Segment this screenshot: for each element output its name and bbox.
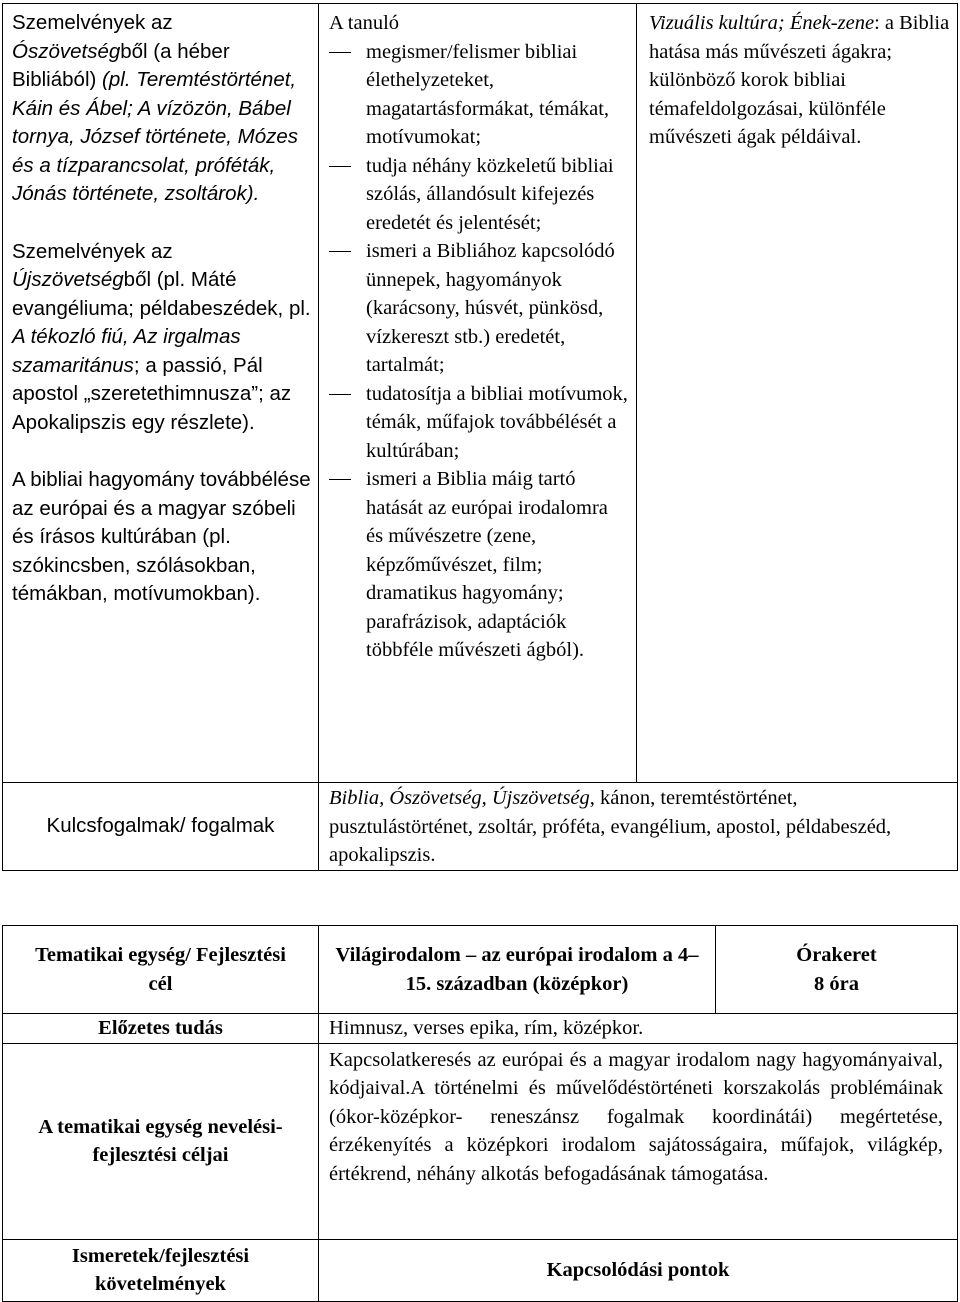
prior-knowledge-value: Himnusz, verses epika, rím, középkor. (329, 1017, 644, 1039)
unit-title-cell (319, 926, 716, 1014)
unit-title-row (3, 926, 958, 1014)
unit-title: Világirodalom – az európai irodalom a 4–15. században (középkor) (335, 944, 699, 995)
curriculum-table-unit (2, 925, 958, 1302)
connections-cell (637, 4, 958, 783)
connection-points-label: Kapcsolódási pontok (546, 1258, 730, 1281)
prior-knowledge-value-cell (319, 1014, 958, 1044)
content-row (3, 4, 958, 783)
prior-knowledge-label-cell (3, 1014, 319, 1044)
goals-label-cell (3, 1043, 319, 1239)
keywords-italic: Biblia, Ószövetség, Újszövetség (329, 787, 590, 809)
connections-subjects: Vizuális kultúra; Ének-zene (649, 12, 875, 34)
unit-label-cell (3, 926, 319, 1014)
p2-line1: Szemelvények az (12, 239, 173, 263)
p2-examples: A tékozló fiú, Az irgalmas szamaritánus (12, 325, 241, 377)
prior-knowledge-row (3, 1014, 958, 1044)
paragraph-new-testament (12, 238, 312, 438)
list-item: megismer/felismer bibliai élethelyzeteket, magatartásformákat, témákat, motívumokat; (329, 38, 630, 152)
p2-after-title: ből (pl. Máté evangéliuma; példabeszédek, pl. (12, 268, 311, 320)
requirements-header-row (3, 1239, 958, 1301)
list-item: tudja néhány közkeletű bibliai szólás, állandósult kifejezés eredetét és jelentését; (329, 152, 630, 238)
prior-knowledge-label: Előzetes tudás (98, 1017, 223, 1039)
requirements-cell (319, 4, 637, 783)
curriculum-table-top (2, 3, 958, 871)
paragraph-old-testament (12, 9, 312, 209)
p1-line1: Szemelvények az (12, 11, 173, 34)
requirements-intro: A tanuló (329, 12, 400, 34)
p1-after-title: ből (a héber Bibliából) (12, 39, 230, 91)
hours-value: 8 óra (814, 972, 859, 995)
hours-cell (716, 926, 958, 1014)
paragraph-tradition: A bibliai hagyomány továbbélése az európai és a magyar szóbeli és írásos kultúrában (pl. szókincsben, szólásokban, témákban, motívumokban). (12, 468, 311, 605)
keywords-label: Kulcsfogalmak/ fogalmak (46, 814, 275, 837)
keywords-row (3, 783, 958, 871)
p1-examples: (pl. Teremtéstörténet, Káin és Ábel; A vízözön, Bábel tornya, József története, Mózes és a tízparancsolat, próféták, Jónás története, zsoltárok). (12, 68, 298, 205)
hours-label: Órakeret (796, 944, 877, 966)
goals-label: A tematikai egység nevelési-fejlesztési céljai (38, 1115, 283, 1166)
connections-text: : a Biblia hatása más művészeti ágakra; különböző korok bibliai témafeldolgozásai, különféle művészeti ágak példáival. (649, 12, 950, 148)
list-item: tudatosítja a bibliai motívumok, témák, műfajok továbbélését a kultúrában; (329, 380, 630, 466)
requirements-header-label-cell (3, 1239, 319, 1301)
connection-points-cell (319, 1239, 958, 1301)
requirements-list (329, 38, 630, 665)
keywords-value-cell (319, 783, 958, 871)
keywords-text: , kánon, teremtéstörténet, pusztulástörténet, zsoltár, próféta, evangélium, apostol, példabeszéd, apokalipszis. (329, 787, 892, 866)
unit-label: Tematikai egység/ Fejlesztési cél (35, 944, 286, 995)
keywords-label-cell (3, 783, 319, 871)
list-item: ismeri a Biblia máig tartó hatását az európai irodalomra és művészetre (zene, képzőművészet, film; dramatikus hagyomány; parafrázisok, adaptációk többféle művészeti ágból). (329, 465, 630, 665)
p1-title: Ószövetség (12, 39, 121, 63)
requirements-header-label: Ismeretek/fejlesztési követelmények (71, 1244, 250, 1295)
content-cell (3, 4, 319, 783)
goals-value: Kapcsolatkeresés az európai és a magyar irodalom nagy hagyományaival, kódjaival.A történelmi és művelődéstörténeti korszakolás problémáinak (ókor-középkor- reneszánsz fogalmak koordinátái) megértetése, érzékenyítés a középkori irodalom sajátosságaira, műfajok, világkép, értékrend, néhány alkotás befogadásának támogatása. (329, 1048, 943, 1185)
goals-row (3, 1043, 958, 1239)
p2-rest: ; a passió, Pál apostol „szeretethimnusza”; az Apokalipszis egy részlete). (12, 353, 292, 434)
goals-value-cell (319, 1043, 958, 1239)
p2-title: Újszövetség (12, 268, 124, 291)
list-item: ismeri a Bibliához kapcsolódó ünnepek, hagyományok (karácsony, húsvét, pünkösd, vízkereszt stb.) eredetét, tartalmát; (329, 237, 630, 380)
